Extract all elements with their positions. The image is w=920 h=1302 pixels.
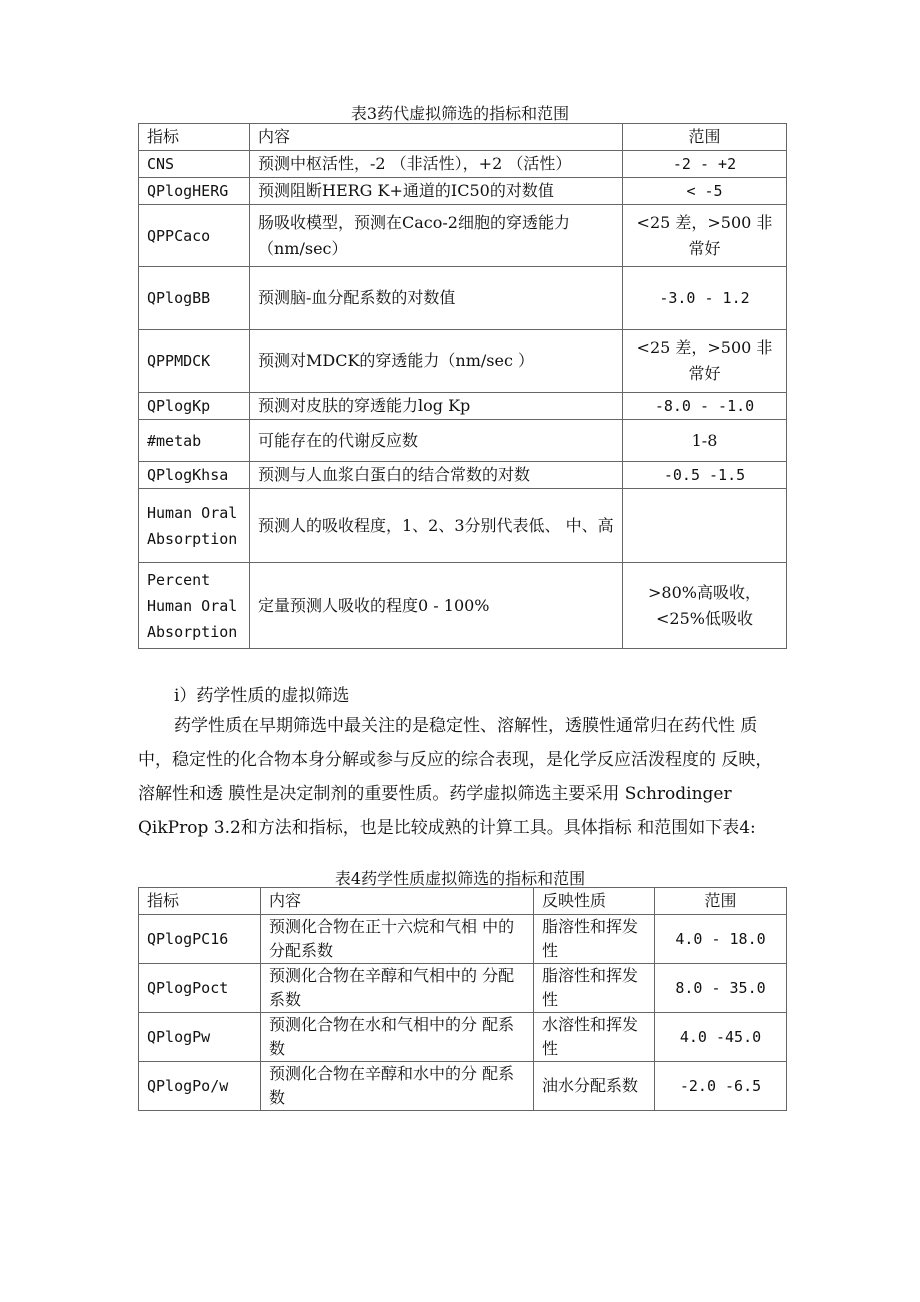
content-cell: 预测脑-血分配系数的对数值: [250, 267, 623, 330]
indicator-cell: QPPMDCK: [139, 330, 250, 393]
range-cell: -2.0 -6.5: [655, 1062, 787, 1111]
range-cell: >80%高吸收，<25%低吸收: [623, 563, 787, 649]
table-row: [139, 964, 787, 1013]
table3-caption: 表3药代虚拟筛选的指标和范围: [350, 104, 570, 123]
range-cell: 4.0 -45.0: [655, 1013, 787, 1062]
indicator-cell: CNS: [139, 151, 250, 178]
content-cell: 预测对皮肤的穿透能力log Kp: [250, 393, 623, 420]
content-cell: 可能存在的代谢反应数: [250, 420, 623, 462]
indicator-cell: QPlogPw: [139, 1013, 261, 1062]
content-cell: 预测化合物在水和气相中的分 配系数: [261, 1013, 534, 1062]
indicator-cell: QPlogKhsa: [139, 462, 250, 489]
range-cell: <25 差，>500 非常好: [623, 205, 787, 267]
table-row: [139, 915, 787, 964]
indicator-cell: QPlogPC16: [139, 915, 261, 964]
indicator-cell: QPlogBB: [139, 267, 250, 330]
header-cell: 指标: [139, 888, 261, 915]
indicator-cell: QPlogHERG: [139, 178, 250, 205]
table-row: [139, 563, 787, 649]
header-cell: 内容: [250, 124, 623, 151]
table-row: [139, 205, 787, 267]
range-cell: -0.5 -1.5: [623, 462, 787, 489]
property-cell: 脂溶性和挥发性: [542, 966, 639, 1009]
header-cell: 指标: [139, 124, 250, 151]
content-cell: 预测化合物在辛醇和水中的分 配系数: [261, 1062, 534, 1111]
indicator-cell: Percent Human Oral Absorption: [139, 563, 250, 649]
range-cell: 1-8: [623, 420, 787, 462]
range-cell: -3.0 - 1.2: [623, 267, 787, 330]
header-cell: 范围: [655, 888, 787, 915]
indicator-cell: Human Oral Absorption: [139, 489, 250, 563]
table-row: [139, 1062, 787, 1111]
indicator-cell: QPlogKp: [139, 393, 250, 420]
header-cell: 内容: [261, 888, 534, 915]
header-cell: 范围: [623, 124, 787, 151]
range-cell: 8.0 - 35.0: [655, 964, 787, 1013]
table-row: [139, 462, 787, 489]
indicator-cell: QPlogPo/w: [139, 1062, 261, 1111]
range-cell: -8.0 - -1.0: [623, 393, 787, 420]
range-cell: < -5: [623, 178, 787, 205]
content-cell: 预测对MDCK的穿透能力（nm/sec ）: [250, 330, 623, 393]
content-cell: 预测阻断HERG K+通道的IC50的对数值: [250, 178, 623, 205]
property-cell: 油水分配系数: [534, 1062, 655, 1111]
content-cell: 预测人的吸收程度，1、2、3分别代表低、 中、高: [250, 489, 623, 563]
indicator-cell: QPlogPoct: [139, 964, 261, 1013]
table4-caption: 表4药学性质虚拟筛选的指标和范围: [334, 869, 586, 888]
range-cell: -2 - +2: [623, 151, 787, 178]
table-row: [139, 151, 787, 178]
indicator-cell: #metab: [139, 420, 250, 462]
table4: [138, 887, 787, 1111]
content-cell: 预测与人血浆白蛋白的结合常数的对数: [250, 462, 623, 489]
table-row: [139, 489, 787, 563]
content-cell: 预测化合物在正十六烷和气相 中的分配系数: [261, 915, 534, 964]
content-cell: 预测化合物在辛醇和气相中的 分配系数: [261, 964, 534, 1013]
range-cell: 4.0 - 18.0: [655, 915, 787, 964]
range-cell: <25 差，>500 非常好: [623, 330, 787, 393]
table-row: [139, 420, 787, 462]
table-row: [139, 393, 787, 420]
table-row: [139, 178, 787, 205]
table4-header-row: [139, 888, 787, 915]
content-cell: 定量预测人吸收的程度0 - 100%: [250, 563, 623, 649]
table-row: [139, 267, 787, 330]
table-row: [139, 1013, 787, 1062]
table3-header-row: [139, 124, 787, 151]
content-cell: 预测中枢活性，-2 （非活性），+2 （活性）: [250, 151, 623, 178]
indicator-cell: QPPCaco: [139, 205, 250, 267]
header-cell: 反映性质: [534, 888, 655, 915]
property-cell: 水溶性和挥发性: [534, 1013, 655, 1062]
content-cell: 肠吸收模型，预测在Caco-2细胞的穿透能力（nm/sec）: [250, 205, 623, 267]
table-row: [139, 330, 787, 393]
body-paragraph: 药学性质在早期筛选中最关注的是稳定性、溶解性，透膜性通常归在药代性 质中，稳定性的化合物本身分解或参与反应的综合表现，是化学反应活泼程度的 反映，溶解性和透 膜性是决定制剂的重要性质。药学虚拟筛选主要采用 Schrodinger QikProp 3.2和方法和指标，也是比较成熟的计算工具。具体指标 和范围如下表4:: [138, 716, 773, 838]
range-cell: [623, 489, 787, 563]
table3: [138, 123, 787, 649]
property-cell: 脂溶性和挥发性: [542, 917, 639, 960]
section-heading: i）药学性质的虚拟筛选: [174, 686, 350, 706]
